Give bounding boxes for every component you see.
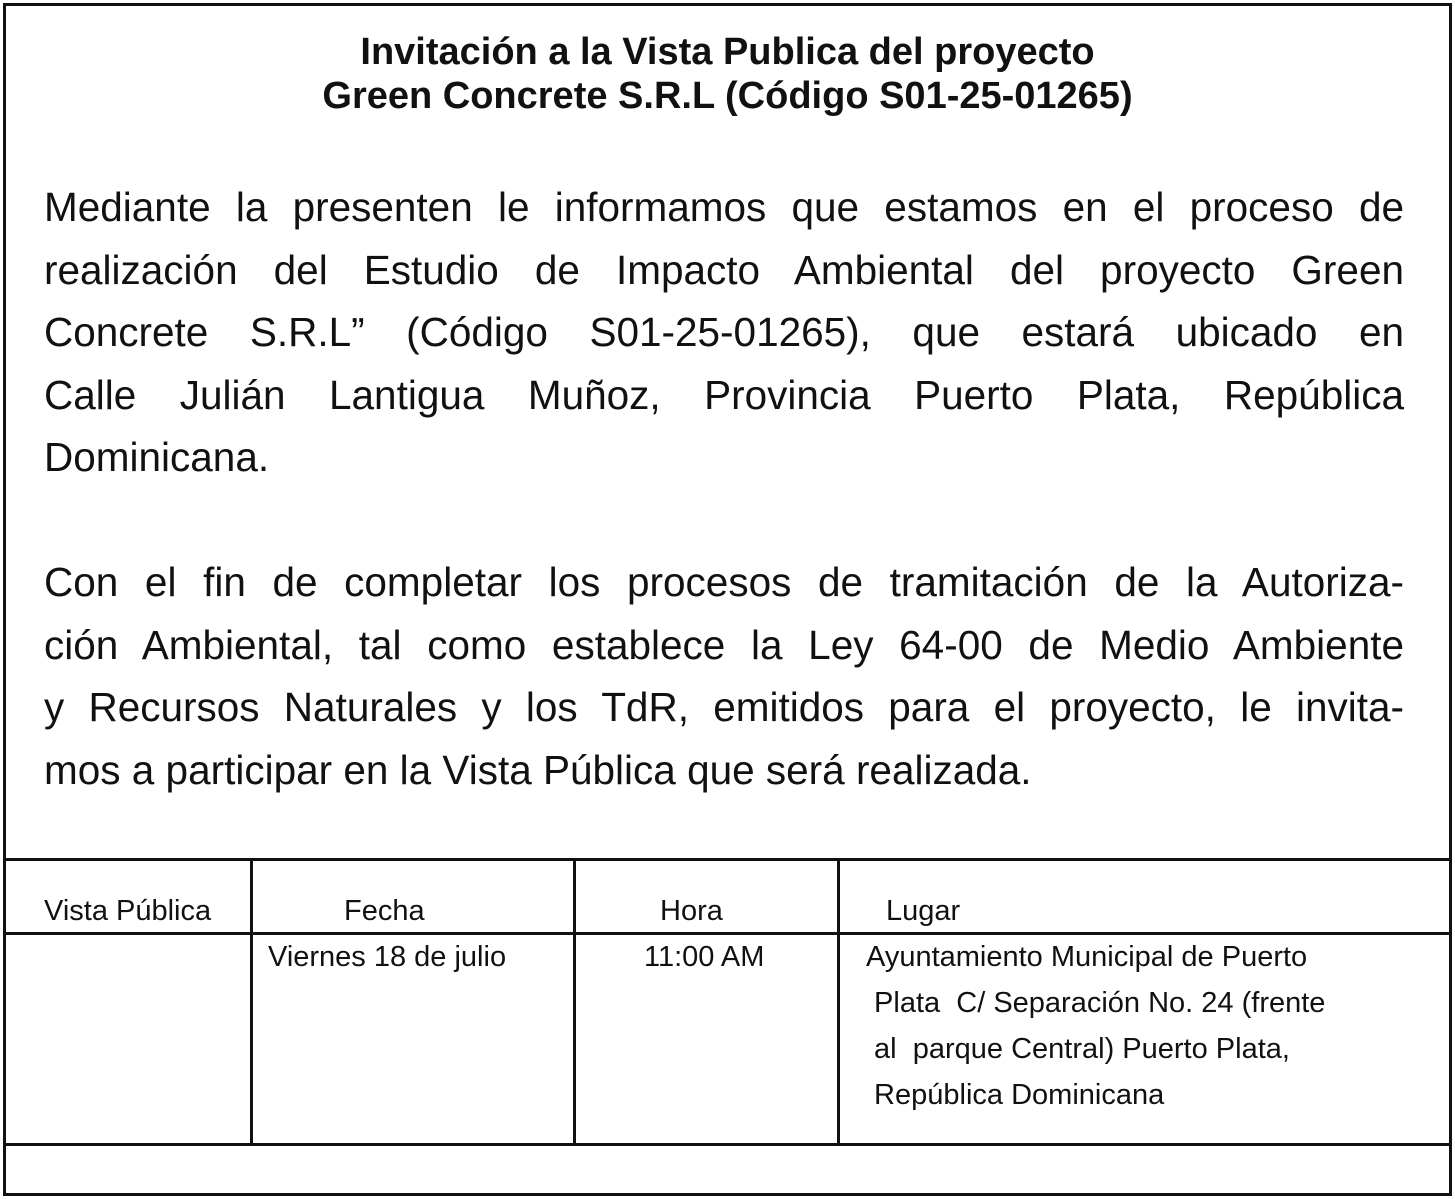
cell-lugar	[866, 934, 1325, 1118]
paragraph-line: realización del Estudio de Impacto Ambiental del proyecto Green	[44, 246, 1404, 293]
paragraph-line: Dominicana.	[44, 434, 270, 480]
cell-fecha: Viernes 18 de julio	[268, 941, 507, 973]
lugar-line: República Dominicana	[866, 1079, 1165, 1111]
paragraph-line: Con el fin de completar los procesos de tramitación de la Autoriza-	[44, 559, 1404, 605]
table-top-rule	[3, 858, 1452, 861]
table-bottom-rule	[3, 1143, 1452, 1146]
header-fecha: Fecha	[344, 895, 425, 927]
cell-hora: 11:00 AM	[644, 941, 765, 973]
notice-title	[0, 30, 1455, 118]
title-line-2: Green Concrete S.R.L (Código S01-25-01265)	[322, 75, 1133, 117]
paragraph-line: y Recursos Naturales y los TdR, emitidos para el proyecto, le invita-	[44, 684, 1404, 730]
paragraph-line: Calle Julián Lantigua Muñoz, Provincia Puerto Plata, República	[44, 371, 1404, 418]
paragraph-line: Concrete S.R.L” (Código S01-25-01265), que estará ubicado en	[44, 309, 1404, 355]
header-vista-publica: Vista Pública	[44, 895, 212, 927]
header-lugar: Lugar	[886, 895, 961, 927]
invitation-paragraph	[44, 551, 1404, 801]
table-column-divider	[573, 858, 576, 1146]
lugar-line: Plata C/ Separación No. 24 (frente	[866, 987, 1326, 1019]
table-column-divider	[250, 858, 253, 1146]
paragraph-line: Mediante la presenten le informamos que estamos en el proceso de	[44, 184, 1404, 230]
header-hora: Hora	[660, 895, 723, 927]
lugar-line: al parque Central) Puerto Plata,	[866, 1033, 1290, 1065]
table-column-divider	[837, 858, 840, 1146]
title-line-1: Invitación a la Vista Publica del proyecto	[360, 31, 1095, 73]
paragraph-line: ción Ambiental, tal como establece la Ley 64-00 de Medio Ambiente	[44, 621, 1404, 668]
paragraph-line: mos a participar en la Vista Pública que será realizada.	[44, 746, 1032, 793]
lugar-line: Ayuntamiento Municipal de Puerto	[866, 941, 1308, 973]
intro-paragraph	[44, 176, 1404, 489]
